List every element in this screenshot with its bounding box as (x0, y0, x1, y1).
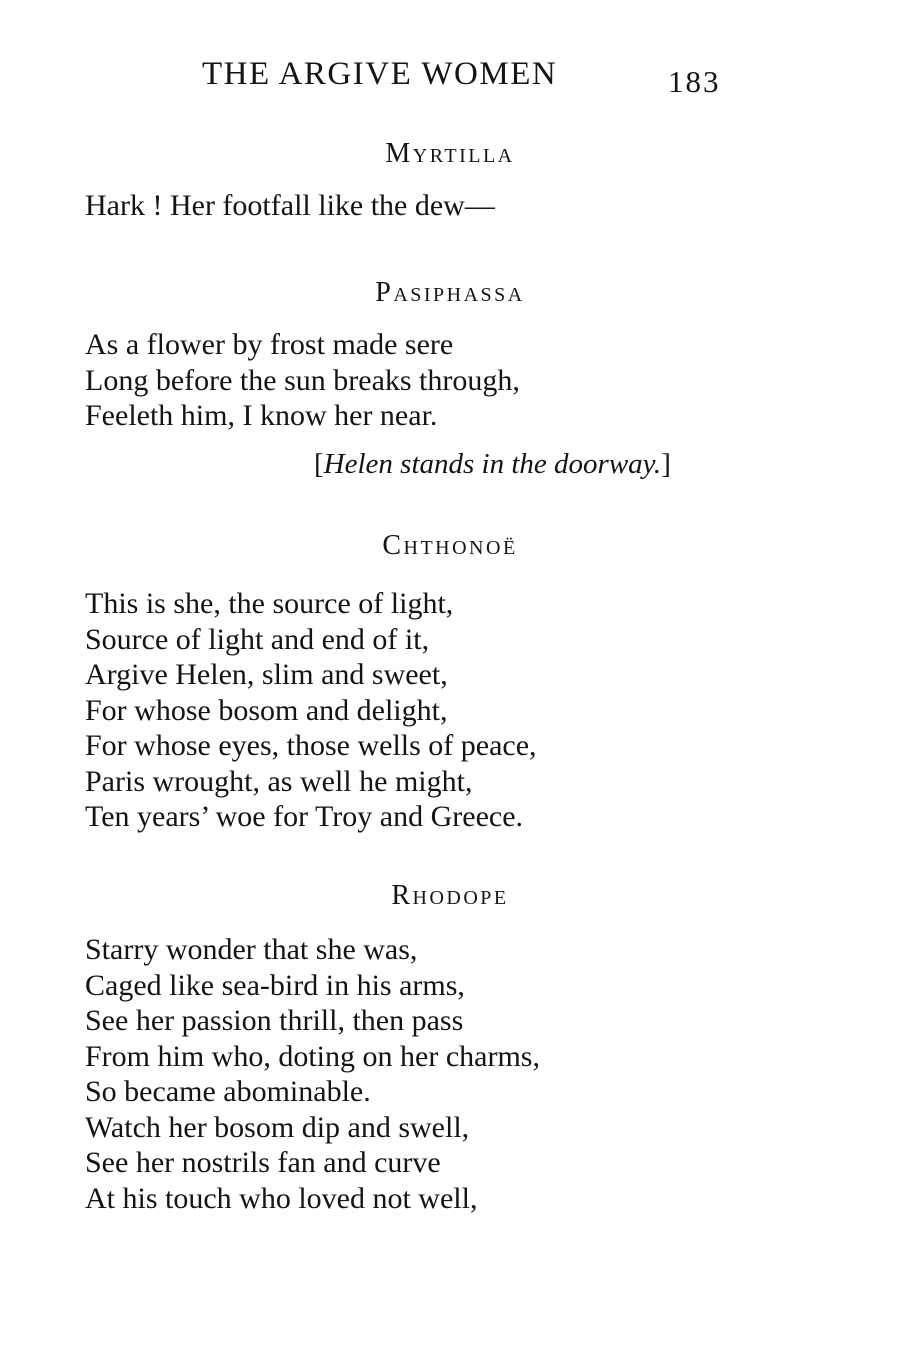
verse-line: Starry wonder that she was, (85, 933, 418, 966)
verse-line: Paris wrought, as well he might, (85, 764, 473, 798)
verse-line: Caged like sea-bird in his arms, (85, 968, 465, 1002)
speech-block (85, 586, 537, 835)
running-head (0, 56, 900, 100)
verse-line: So became abominable. (85, 1075, 371, 1108)
speaker-name: Myrtilla (385, 138, 515, 169)
verse-line: Hark ! Her footfall like the dew— (85, 189, 495, 222)
speech-block (85, 932, 540, 1216)
speaker-name: Chthonoë (382, 530, 518, 561)
verse-line: As a flower by frost made sere (85, 328, 454, 361)
speech-block (85, 188, 495, 224)
verse-line: Watch her bosom dip and swell, (85, 1110, 470, 1144)
speech-block (85, 327, 520, 434)
verse-line: For whose bosom and delight, (85, 693, 448, 727)
stage-direction-close-bracket: ] (661, 448, 671, 480)
verse-line: This is she, the source of light, (85, 587, 454, 620)
verse-line: See her nostrils fan and curve (85, 1146, 441, 1179)
stage-direction-text: Helen stands in the doorway. (323, 448, 662, 480)
verse-line: Ten years’ woe for Troy and Greece. (85, 800, 524, 833)
verse-line: Source of light and end of it, (85, 622, 430, 656)
speaker-name: Pasiphassa (375, 277, 525, 308)
page-number: 183 (668, 64, 721, 99)
verse-line: See her passion thrill, then pass (85, 1004, 464, 1037)
running-title: THE ARGIVE WOMEN (202, 56, 558, 92)
stage-direction (314, 448, 671, 481)
verse-line: Argive Helen, slim and sweet, (85, 658, 448, 691)
verse-line: At his touch who loved not well, (85, 1181, 478, 1215)
speaker-name: Rhodope (391, 880, 509, 911)
stage-direction-open-bracket: [ (314, 448, 324, 480)
verse-line: Long before the sun breaks through, (85, 363, 520, 397)
verse-line: For whose eyes, those wells of peace, (85, 729, 537, 762)
verse-line: Feeleth him, I know her near. (85, 399, 438, 432)
verse-line: From him who, doting on her charms, (85, 1039, 540, 1073)
